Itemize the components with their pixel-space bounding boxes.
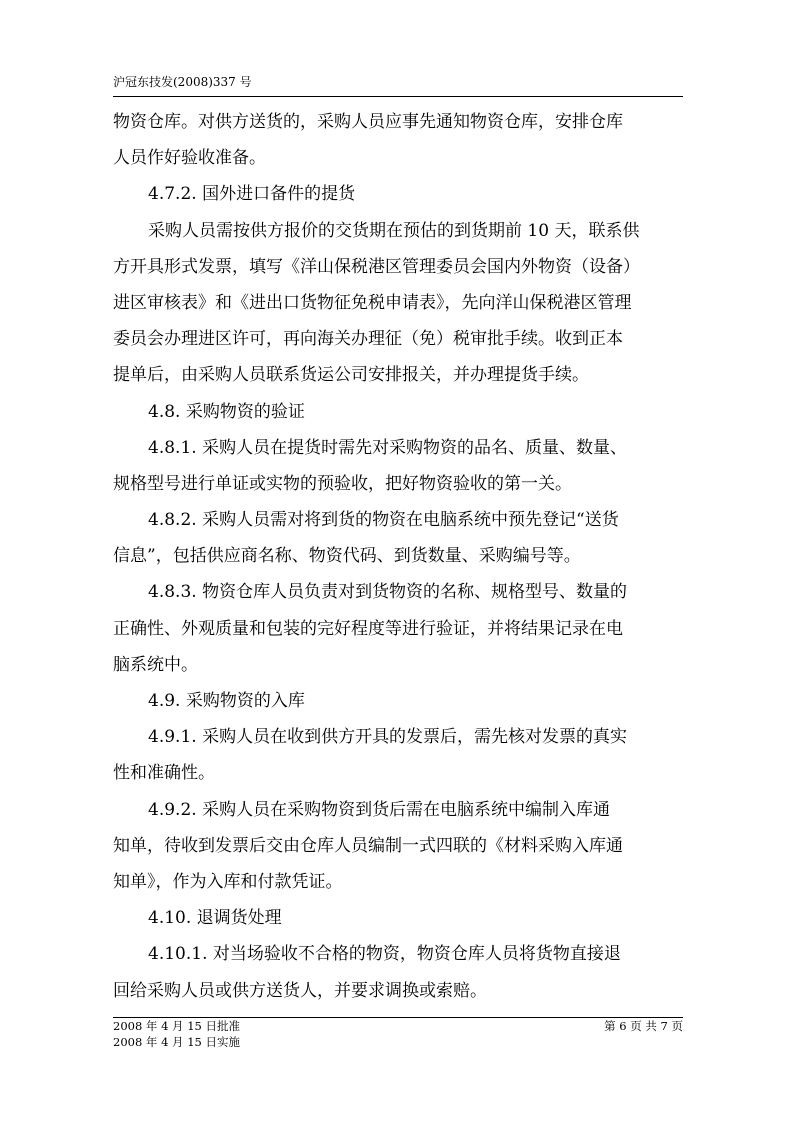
body-text-line: 4.8. 采购物资的验证 xyxy=(148,401,305,422)
approval-date: 2008 年 4 月 15 日批准 xyxy=(113,1019,240,1033)
body-text-line: 进区审核表》和《进出口货物征免税申请表》，先向洋山保税港区管理 xyxy=(113,292,632,313)
body-text-line: 委员会办理进区许可，再向海关办理征（免）税审批手续。收到正本 xyxy=(113,329,623,350)
header-divider xyxy=(113,96,683,97)
effective-date: 2008 年 4 月 15 日实施 xyxy=(113,1035,240,1049)
page-number: 第 6 页 共 7 页 xyxy=(604,1019,683,1033)
document-header xyxy=(113,74,683,90)
body-text-line: 4.8.1. 采购人员在提货时需先对采购物资的品名、质量、数量、 xyxy=(148,437,628,458)
body-text-line: 信息”，包括供应商名称、物资代码、到货数量、采购编号等。 xyxy=(113,546,581,567)
body-text-line: 知单，待收到发票后交由仓库人员编制一式四联的《材料采购入库通 xyxy=(113,835,623,856)
body-text-line: 物资仓库。对供方送货的，采购人员应事先通知物资仓库，安排仓库 xyxy=(113,112,623,132)
document-body xyxy=(113,104,685,1009)
body-text-line: 知单》，作为入库和付款凭证。 xyxy=(113,871,343,892)
body-text-line: 4.10. 退调货处理 xyxy=(148,908,282,929)
body-text-line: 人员作好验收准备。 xyxy=(113,148,266,169)
body-text-line: 4.9. 采购物资的入库 xyxy=(148,691,305,711)
document-number: 沪冠东技发(2008)337 号 xyxy=(113,75,252,89)
body-text-line: 方开具形式发票，填写《洋山保税港区管理委员会国内外物资（设备） xyxy=(113,256,640,277)
body-text-line: 4.10.1. 对当场验收不合格的物资，物资仓库人员将货物直接退 xyxy=(148,944,621,965)
body-text-line: 采购人员需按供方报价的交货期在预估的到货期前 10 天，联系供 xyxy=(148,220,640,241)
body-text-line: 回给采购人员或供方送货人，并要求调换或索赔。 xyxy=(113,980,487,1001)
body-text-line: 4.7.2. 国外进口备件的提货 xyxy=(148,184,356,205)
body-text-line: 脑系统中。 xyxy=(113,654,198,675)
body-text-line: 4.8.3. 物资仓库人员负责对到货物资的名称、规格型号、数量的 xyxy=(148,582,628,603)
body-text-line: 提单后，由采购人员联系货运公司安排报关，并办理提货手续。 xyxy=(113,365,589,386)
body-text-line: 4.9.2. 采购人员在采购物资到货后需在电脑系统中编制入库通 xyxy=(148,799,611,820)
body-text-line: 4.8.2. 采购人员需对将到货的物资在电脑系统中预先登记“送货 xyxy=(148,510,619,531)
body-text-line: 4.9.1. 采购人员在收到供方开具的发票后，需先核对发票的真实 xyxy=(148,727,628,748)
document-footer xyxy=(113,1018,683,1050)
body-text-line: 性和准确性。 xyxy=(113,763,215,784)
body-text-line: 正确性、外观质量和包装的完好程度等进行验证，并将结果记录在电 xyxy=(113,618,623,639)
body-text-line: 规格型号进行单证或实物的预验收，把好物资验收的第一关。 xyxy=(113,473,572,494)
